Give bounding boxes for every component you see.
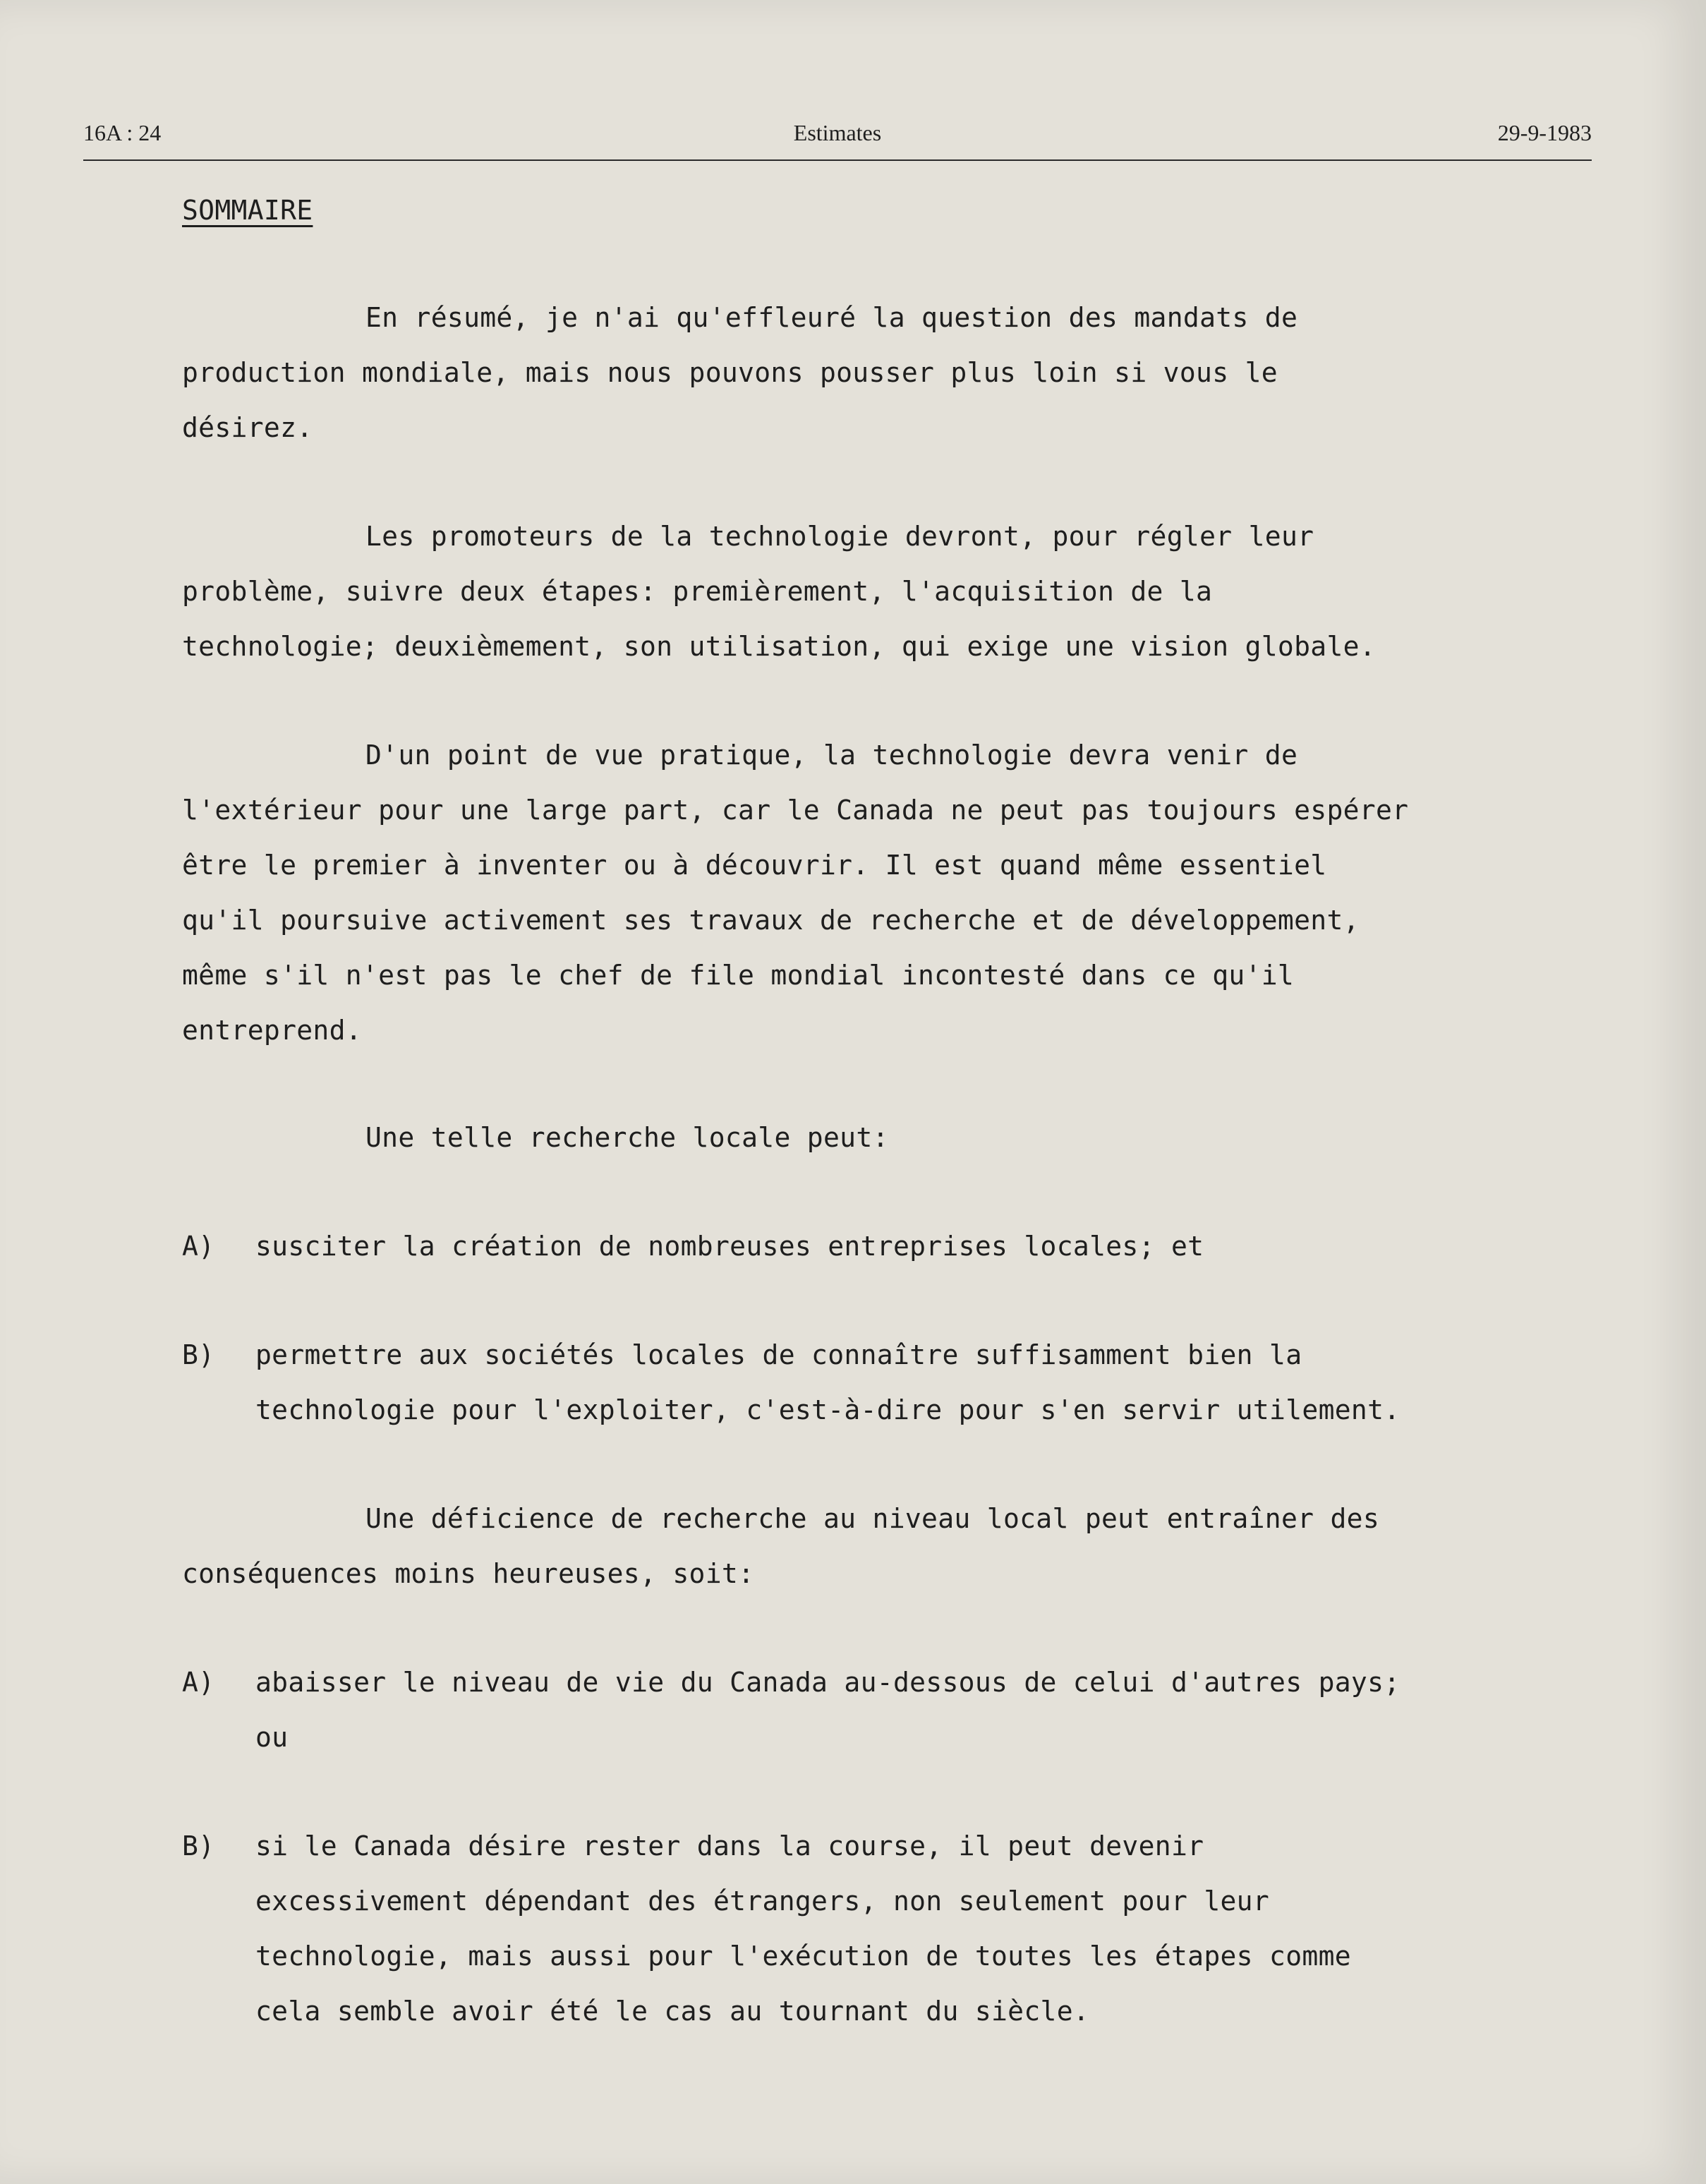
paragraph-line: Une telle recherche locale peut: (365, 1122, 889, 1153)
paragraph-line: En résumé, je n'ai qu'effleuré la question des mandats de (365, 302, 1298, 333)
list-item-line: technologie pour l'exploiter, c'est-à-dire pour s'en servir utilement. (255, 1394, 1401, 1425)
paragraph-line: désirez. (182, 412, 313, 443)
paragraph-line: conséquences moins heureuses, soit: (182, 1558, 755, 1589)
paragraph-line: D'un point de vue pratique, la technologie devra venir de (365, 740, 1298, 771)
header-title: Estimates (793, 120, 882, 145)
list-item-line: technologie, mais aussi pour l'exécution de toutes les étapes comme (255, 1941, 1351, 1972)
paragraph-line: Les promoteurs de la technologie devront, pour régler leur (365, 521, 1314, 552)
list-marker: A) (182, 1231, 215, 1262)
list-item-line: cela semble avoir été le cas au tournant du siècle. (255, 1996, 1090, 2027)
page-reference: 16A : 24 (83, 120, 162, 145)
paragraph-line: problème, suivre deux étapes: premièrement, l'acquisition de la (182, 576, 1213, 607)
list-marker: A) (182, 1667, 215, 1698)
list-item-line: susciter la création de nombreuses entreprises locales; et (255, 1231, 1204, 1262)
paragraph-line: Une déficience de recherche au niveau local peut entraîner des (365, 1503, 1380, 1534)
list-item-line: permettre aux sociétés locales de connaître suffisamment bien la (255, 1339, 1302, 1370)
header-date: 29-9-1983 (1497, 120, 1592, 145)
list-marker: B) (182, 1339, 215, 1370)
paragraph-line: être le premier à inventer ou à découvrir. Il est quand même essentiel (182, 850, 1327, 881)
page-header (83, 120, 1592, 158)
header-rule (83, 159, 1592, 161)
paragraph-line: entreprend. (182, 1015, 362, 1046)
list-item-line: abaisser le niveau de vie du Canada au-dessous de celui d'autres pays; (255, 1667, 1401, 1698)
paragraph-line: même s'il n'est pas le chef de file mondial incontesté dans ce qu'il (182, 960, 1295, 991)
paragraph-line: l'extérieur pour une large part, car le Canada ne peut pas toujours espérer (182, 795, 1409, 826)
list-item-line: si le Canada désire rester dans la course, il peut devenir (255, 1830, 1204, 1862)
list-marker: B) (182, 1830, 215, 1862)
paragraph-line: technologie; deuxièmement, son utilisation, qui exige une vision globale. (182, 631, 1376, 662)
list-item-line: ou (255, 1722, 289, 1753)
section-heading: SOMMAIRE (182, 195, 313, 226)
list-item-line: excessivement dépendant des étrangers, non seulement pour leur (255, 1886, 1270, 1917)
paragraph-line: qu'il poursuive activement ses travaux de recherche et de développement, (182, 905, 1360, 936)
paragraph-line: production mondiale, mais nous pouvons pousser plus loin si vous le (182, 357, 1278, 388)
